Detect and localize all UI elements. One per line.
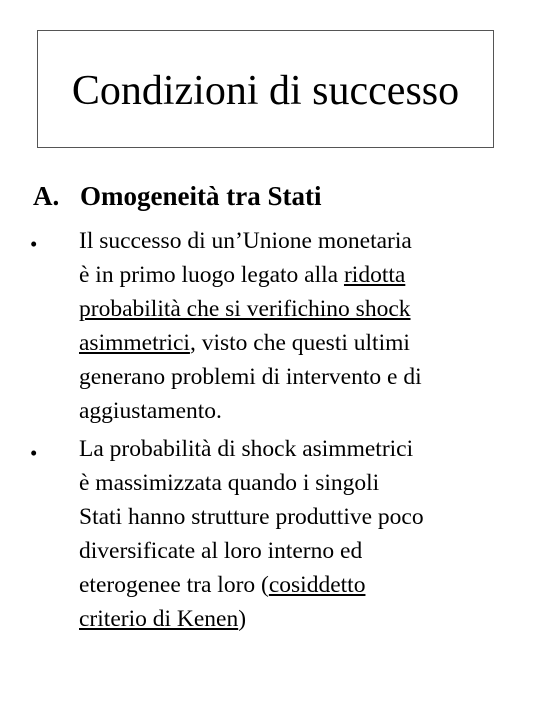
text-run: diversificate al loro interno ed xyxy=(79,538,363,564)
bullet-paragraph-2 xyxy=(79,432,509,636)
paragraph-line xyxy=(79,568,509,602)
paragraph-line xyxy=(79,602,509,636)
text-run: è massimizzata quando i singoli xyxy=(79,470,380,496)
text-run: è in primo luogo legato alla xyxy=(79,262,344,288)
text-run: La probabilità di shock asimmetrici xyxy=(79,436,414,462)
underlined-text: cosiddetto xyxy=(268,572,366,598)
paragraph-line xyxy=(79,534,509,568)
paragraph-line xyxy=(79,466,509,500)
bullet-marker: • xyxy=(30,232,38,256)
paragraph-line xyxy=(79,394,509,428)
text-run: Il successo di un’Unione monetaria xyxy=(79,228,412,254)
paragraph-line xyxy=(79,326,509,360)
title-box xyxy=(37,30,494,148)
text-run: Stati hanno strutture produttive poco xyxy=(79,504,424,530)
paragraph-line xyxy=(79,432,509,466)
section-heading xyxy=(33,183,321,210)
underlined-text: criterio di Kenen xyxy=(79,606,239,632)
text-run: ) xyxy=(238,606,247,632)
text-run: aggiustamento. xyxy=(79,398,222,424)
paragraph-line xyxy=(79,292,509,326)
text-run: , visto che questi ultimi xyxy=(189,330,410,356)
text-run: eterogenee tra loro ( xyxy=(79,572,269,598)
paragraph-line xyxy=(79,224,509,258)
bullet-paragraph-1 xyxy=(79,224,509,428)
section-heading-text: Omogeneità tra Stati xyxy=(80,181,322,211)
bullet-marker: • xyxy=(30,441,38,465)
section-letter: A. xyxy=(33,181,60,211)
paragraph-line xyxy=(79,258,509,292)
paragraph-line xyxy=(79,360,509,394)
text-run: generano problemi di intervento e di xyxy=(79,364,422,390)
paragraph-line xyxy=(79,500,509,534)
underlined-text: probabilità che si verifichino shock xyxy=(79,296,411,322)
underlined-text: ridotta xyxy=(343,262,406,288)
underlined-text: asimmetrici xyxy=(79,330,190,356)
slide-title: Condizioni di successo xyxy=(71,68,460,114)
